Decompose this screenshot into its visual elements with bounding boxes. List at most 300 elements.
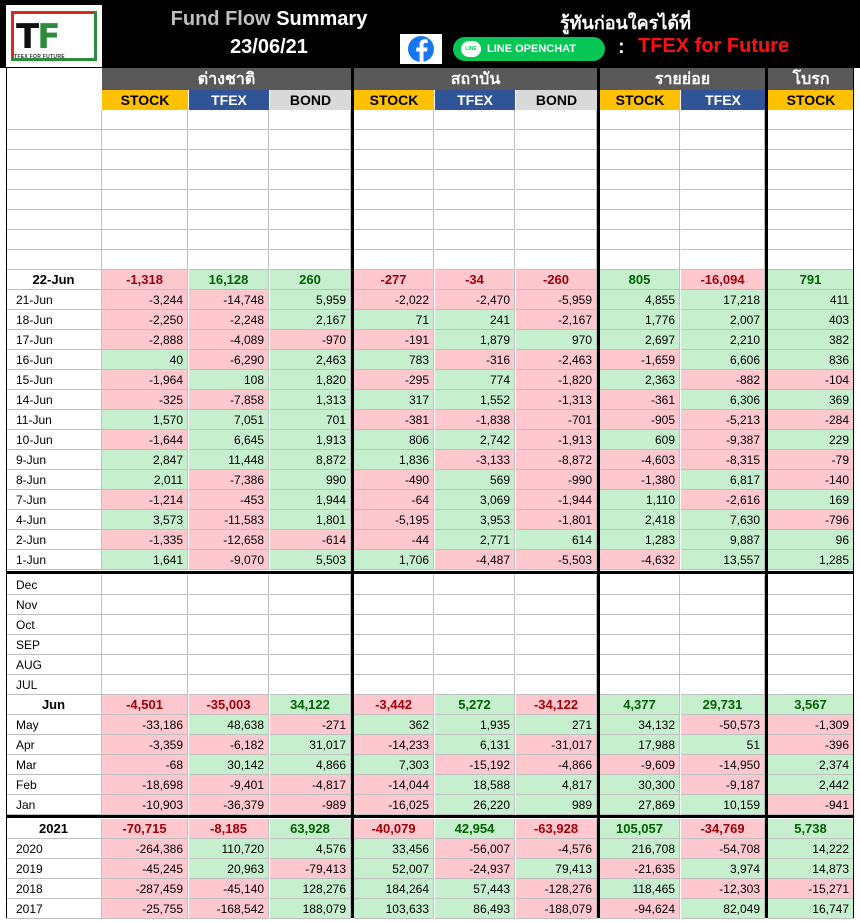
year-row-label: 2020	[6, 839, 102, 859]
daily-empty-row-cell	[270, 190, 351, 210]
month-summary-row-value: -4,501	[102, 695, 188, 715]
daily-row-value: 836	[768, 350, 854, 370]
month-row-value: 4,817	[516, 775, 597, 795]
year-row-value: 188,079	[270, 899, 351, 919]
daily-empty-row-cell	[681, 190, 765, 210]
daily-row-value: 2,167	[270, 310, 351, 330]
daily-empty-row-label	[6, 170, 102, 190]
daily-empty-row-cell	[102, 150, 188, 170]
month-row-value: 27,869	[600, 795, 680, 815]
month-row-value: -6,182	[189, 735, 269, 755]
daily-row-value: -14,748	[189, 290, 269, 310]
daily-row-value: -2,250	[102, 310, 188, 330]
daily-empty-row-cell	[516, 170, 597, 190]
daily-row-label: 16-Jun	[6, 350, 102, 370]
daily-empty-row-cell	[681, 250, 765, 270]
month-empty-row-cell	[516, 655, 597, 675]
year-row-value: -15,271	[768, 879, 854, 899]
daily-row-value: 1,913	[270, 430, 351, 450]
right-border	[853, 68, 854, 918]
daily-row-value: 8,872	[270, 450, 351, 470]
daily-row-label: 7-Jun	[6, 490, 102, 510]
daily-row-label: 9-Jun	[6, 450, 102, 470]
daily-summary-row-value: -34	[435, 270, 515, 290]
daily-row-value: 317	[354, 390, 434, 410]
month-empty-row-cell	[435, 595, 515, 615]
month-summary-row-value: 29,731	[681, 695, 765, 715]
daily-empty-row-cell	[435, 230, 515, 250]
daily-row-value: 614	[516, 530, 597, 550]
month-row-label: Apr	[6, 735, 102, 755]
daily-empty-row-cell	[102, 130, 188, 150]
month-row-value: -68	[102, 755, 188, 775]
daily-row-value: -64	[354, 490, 434, 510]
daily-row-value: -453	[189, 490, 269, 510]
month-row-value: 271	[516, 715, 597, 735]
daily-empty-row-cell	[681, 230, 765, 250]
year-summary-row-value: 105,057	[600, 819, 680, 839]
daily-row-value: -4,089	[189, 330, 269, 350]
month-empty-row-cell	[516, 575, 597, 595]
daily-summary-row-value: 791	[768, 270, 854, 290]
daily-row-value: -1,913	[516, 430, 597, 450]
subheader-stock-3: STOCK	[354, 90, 434, 110]
month-empty-row-cell	[768, 615, 854, 635]
year-summary-row-value: 42,954	[435, 819, 515, 839]
daily-row-value: 2,363	[600, 370, 680, 390]
daily-row-value: 2,007	[681, 310, 765, 330]
month-empty-row-cell	[270, 575, 351, 595]
month-empty-row-cell	[768, 575, 854, 595]
daily-empty-row-cell	[768, 210, 854, 230]
month-empty-row-label: Oct	[6, 615, 102, 635]
month-empty-row-cell	[354, 635, 434, 655]
daily-row-value: -4,632	[600, 550, 680, 570]
year-summary-row-value: 5,738	[768, 819, 854, 839]
daily-row-value: 1,283	[600, 530, 680, 550]
year-row-value: 52,007	[354, 859, 434, 879]
year-row-value: 33,456	[354, 839, 434, 859]
year-row-value: -56,007	[435, 839, 515, 859]
daily-row-value: 4,855	[600, 290, 680, 310]
daily-empty-row-label	[6, 210, 102, 230]
month-summary-row-label: Jun	[6, 695, 102, 715]
daily-row-value: 569	[435, 470, 515, 490]
month-row-value: 18,588	[435, 775, 515, 795]
month-empty-row-cell	[270, 675, 351, 695]
month-row-value: -9,609	[600, 755, 680, 775]
daily-empty-row-cell	[600, 250, 680, 270]
month-row-label: Feb	[6, 775, 102, 795]
year-row-value: 3,974	[681, 859, 765, 879]
tagline: รู้ทันก่อนใครได้ที่	[560, 13, 691, 34]
month-empty-row-cell	[102, 595, 188, 615]
daily-empty-row-cell	[600, 150, 680, 170]
month-row-value: 30,300	[600, 775, 680, 795]
daily-row-value: -990	[516, 470, 597, 490]
month-row-value: 10,159	[681, 795, 765, 815]
daily-empty-row-cell	[435, 250, 515, 270]
month-empty-row-cell	[189, 675, 269, 695]
daily-row-value: 2,418	[600, 510, 680, 530]
year-row-value: 128,276	[270, 879, 351, 899]
daily-empty-row-cell	[270, 250, 351, 270]
year-row-value: 110,720	[189, 839, 269, 859]
daily-row-value: 1,879	[435, 330, 515, 350]
daily-row-value: -381	[354, 410, 434, 430]
daily-summary-row-value: 260	[270, 270, 351, 290]
daily-row-label: 11-Jun	[6, 410, 102, 430]
group-foreign: ต่างชาติ	[102, 68, 351, 90]
daily-row-label: 21-Jun	[6, 290, 102, 310]
daily-row-value: -9,387	[681, 430, 765, 450]
year-row-value: -25,755	[102, 899, 188, 919]
daily-row-value: -1,313	[516, 390, 597, 410]
month-row-value: 4,866	[270, 755, 351, 775]
daily-summary-row-value: -16,094	[681, 270, 765, 290]
daily-row-value: 7,051	[189, 410, 269, 430]
daily-row-value: 5,503	[270, 550, 351, 570]
daily-row-value: -1,644	[102, 430, 188, 450]
month-row-value: -10,903	[102, 795, 188, 815]
daily-row-value: 241	[435, 310, 515, 330]
daily-row-value: -5,503	[516, 550, 597, 570]
section-divider	[6, 571, 854, 574]
month-empty-row-cell	[354, 675, 434, 695]
daily-empty-row-cell	[768, 130, 854, 150]
daily-empty-row-cell	[681, 170, 765, 190]
daily-row-value: 403	[768, 310, 854, 330]
daily-row-value: 108	[189, 370, 269, 390]
subheader-tfex-4: TFEX	[435, 90, 515, 110]
subheader-bond-5: BOND	[516, 90, 597, 110]
month-row-value: 51	[681, 735, 765, 755]
daily-empty-row-cell	[600, 130, 680, 150]
month-empty-row-cell	[516, 675, 597, 695]
daily-row-label: 10-Jun	[6, 430, 102, 450]
daily-row-value: -882	[681, 370, 765, 390]
daily-row-value: -701	[516, 410, 597, 430]
month-empty-row-cell	[600, 595, 680, 615]
daily-row-value: -3,133	[435, 450, 515, 470]
daily-row-value: 7,630	[681, 510, 765, 530]
month-empty-row-cell	[354, 615, 434, 635]
daily-row-value: 3,953	[435, 510, 515, 530]
daily-row-value: -4,487	[435, 550, 515, 570]
year-row-value: 216,708	[600, 839, 680, 859]
month-empty-row-cell	[435, 655, 515, 675]
daily-empty-row-label	[6, 190, 102, 210]
daily-row-value: 6,645	[189, 430, 269, 450]
month-row-value: -15,192	[435, 755, 515, 775]
group-broker: โบรก	[768, 68, 854, 90]
daily-row-value: 2,847	[102, 450, 188, 470]
daily-empty-row-cell	[435, 110, 515, 130]
month-empty-row-cell	[270, 635, 351, 655]
month-empty-row-label: Nov	[6, 595, 102, 615]
logo-f: F	[37, 17, 59, 57]
daily-row-value: -1,820	[516, 370, 597, 390]
month-row-value: -3,359	[102, 735, 188, 755]
daily-row-value: 11,448	[189, 450, 269, 470]
month-empty-row-label: SEP	[6, 635, 102, 655]
month-empty-row-cell	[189, 615, 269, 635]
daily-row-value: 774	[435, 370, 515, 390]
daily-empty-row-cell	[768, 110, 854, 130]
daily-row-value: -8,872	[516, 450, 597, 470]
month-row-label: May	[6, 715, 102, 735]
daily-row-value: -325	[102, 390, 188, 410]
daily-empty-row-cell	[600, 110, 680, 130]
month-row-value: -1,309	[768, 715, 854, 735]
month-row-value: 31,017	[270, 735, 351, 755]
month-row-value: -4,817	[270, 775, 351, 795]
daily-row-value: 1,570	[102, 410, 188, 430]
daily-empty-row-cell	[600, 170, 680, 190]
daily-empty-row-cell	[435, 190, 515, 210]
month-empty-row-cell	[270, 595, 351, 615]
subheader-stock-6: STOCK	[600, 90, 680, 110]
title-left: Fund Flow	[170, 8, 271, 30]
daily-empty-row-cell	[270, 150, 351, 170]
daily-summary-row-value: 16,128	[189, 270, 269, 290]
daily-row-value: -2,463	[516, 350, 597, 370]
daily-empty-row-cell	[516, 130, 597, 150]
daily-row-value: 2,771	[435, 530, 515, 550]
month-row-value: -33,186	[102, 715, 188, 735]
group-divider	[351, 68, 354, 918]
daily-empty-row-cell	[516, 150, 597, 170]
month-row-value: 30,142	[189, 755, 269, 775]
month-summary-row-value: -34,122	[516, 695, 597, 715]
year-summary-row-value: -40,079	[354, 819, 434, 839]
group-institution: สถาบัน	[354, 68, 597, 90]
daily-row-value: -7,386	[189, 470, 269, 490]
month-empty-row-cell	[681, 595, 765, 615]
month-empty-row-cell	[102, 655, 188, 675]
daily-empty-row-cell	[354, 150, 434, 170]
daily-row-value: 1,313	[270, 390, 351, 410]
month-empty-row-cell	[600, 675, 680, 695]
month-empty-row-cell	[270, 615, 351, 635]
year-summary-row-label: 2021	[6, 819, 102, 839]
daily-empty-row-cell	[189, 130, 269, 150]
subheader-bond-2: BOND	[270, 90, 351, 110]
month-empty-row-cell	[681, 615, 765, 635]
daily-summary-row-value: 805	[600, 270, 680, 290]
daily-row-value: -11,583	[189, 510, 269, 530]
daily-empty-row-cell	[354, 130, 434, 150]
month-row-value: 2,442	[768, 775, 854, 795]
daily-empty-row-cell	[189, 150, 269, 170]
month-empty-row-cell	[435, 675, 515, 695]
daily-row-value: -2,888	[102, 330, 188, 350]
daily-empty-row-cell	[516, 110, 597, 130]
daily-row-label: 14-Jun	[6, 390, 102, 410]
daily-row-value: -5,959	[516, 290, 597, 310]
daily-row-value: 1,641	[102, 550, 188, 570]
daily-row-value: 382	[768, 330, 854, 350]
daily-empty-row-cell	[189, 230, 269, 250]
daily-row-value: -295	[354, 370, 434, 390]
left-border	[6, 68, 7, 918]
daily-row-value: -140	[768, 470, 854, 490]
daily-empty-row-cell	[102, 170, 188, 190]
month-row-value: 2,374	[768, 755, 854, 775]
month-row-value: -9,401	[189, 775, 269, 795]
daily-empty-row-cell	[768, 150, 854, 170]
daily-row-label: 8-Jun	[6, 470, 102, 490]
daily-empty-row-label	[6, 250, 102, 270]
daily-summary-row-value: -260	[516, 270, 597, 290]
year-row-value: -24,937	[435, 859, 515, 879]
year-row-value: -94,624	[600, 899, 680, 919]
daily-row-value: -361	[600, 390, 680, 410]
daily-empty-row-cell	[270, 110, 351, 130]
year-row-value: -287,459	[102, 879, 188, 899]
daily-empty-row-cell	[516, 230, 597, 250]
daily-row-value: -284	[768, 410, 854, 430]
month-row-value: -4,866	[516, 755, 597, 775]
year-row-value: -168,542	[189, 899, 269, 919]
month-empty-row-label: JUL	[6, 675, 102, 695]
month-empty-row-label: Dec	[6, 575, 102, 595]
daily-row-value: 806	[354, 430, 434, 450]
daily-empty-row-cell	[600, 210, 680, 230]
year-row-value: 79,413	[516, 859, 597, 879]
daily-row-value: 9,887	[681, 530, 765, 550]
year-row-value: -79,413	[270, 859, 351, 879]
daily-empty-row-cell	[768, 170, 854, 190]
daily-empty-row-cell	[768, 230, 854, 250]
daily-row-value: 17,218	[681, 290, 765, 310]
daily-empty-row-cell	[354, 210, 434, 230]
month-summary-row-value: 34,122	[270, 695, 351, 715]
daily-row-value: 970	[516, 330, 597, 350]
daily-row-value: 2,697	[600, 330, 680, 350]
month-empty-row-cell	[270, 655, 351, 675]
daily-empty-row-cell	[681, 210, 765, 230]
daily-row-value: -1,659	[600, 350, 680, 370]
daily-row-value: -6,290	[189, 350, 269, 370]
year-row-value: -45,245	[102, 859, 188, 879]
daily-row-value: -970	[270, 330, 351, 350]
daily-row-value: 40	[102, 350, 188, 370]
month-empty-row-label: AUG	[6, 655, 102, 675]
month-empty-row-cell	[102, 675, 188, 695]
month-empty-row-cell	[354, 655, 434, 675]
year-row-label: 2017	[6, 899, 102, 919]
month-row-value: -14,950	[681, 755, 765, 775]
year-summary-row-value: -8,185	[189, 819, 269, 839]
daily-row-value: -1,214	[102, 490, 188, 510]
year-row-value: 14,222	[768, 839, 854, 859]
daily-row-value: -3,244	[102, 290, 188, 310]
daily-row-label: 18-Jun	[6, 310, 102, 330]
daily-row-value: 6,817	[681, 470, 765, 490]
month-empty-row-cell	[516, 595, 597, 615]
month-row-label: Mar	[6, 755, 102, 775]
daily-empty-row-label	[6, 130, 102, 150]
year-row-label: 2019	[6, 859, 102, 879]
daily-empty-row-cell	[681, 150, 765, 170]
month-empty-row-cell	[681, 575, 765, 595]
month-empty-row-cell	[768, 635, 854, 655]
daily-row-value: -316	[435, 350, 515, 370]
month-summary-row-value: 5,272	[435, 695, 515, 715]
daily-empty-row-cell	[102, 230, 188, 250]
year-row-value: 86,493	[435, 899, 515, 919]
month-empty-row-cell	[102, 575, 188, 595]
daily-row-value: -2,248	[189, 310, 269, 330]
month-empty-row-cell	[189, 575, 269, 595]
month-summary-row-value: -35,003	[189, 695, 269, 715]
daily-empty-row-cell	[354, 170, 434, 190]
daily-empty-row-cell	[270, 170, 351, 190]
daily-row-value: 1,801	[270, 510, 351, 530]
daily-row-value: 5,959	[270, 290, 351, 310]
month-summary-row-value: 3,567	[768, 695, 854, 715]
logo-t: T	[16, 17, 38, 57]
daily-row-value: -490	[354, 470, 434, 490]
month-summary-row-value: 4,377	[600, 695, 680, 715]
daily-row-value: 229	[768, 430, 854, 450]
daily-row-value: -104	[768, 370, 854, 390]
year-row-value: 118,465	[600, 879, 680, 899]
daily-row-value: -12,658	[189, 530, 269, 550]
year-row-value: 14,873	[768, 859, 854, 879]
daily-row-value: 1,706	[354, 550, 434, 570]
month-row-value: -271	[270, 715, 351, 735]
daily-empty-row-cell	[600, 190, 680, 210]
month-empty-row-cell	[768, 675, 854, 695]
month-empty-row-cell	[102, 635, 188, 655]
daily-row-value: -1,964	[102, 370, 188, 390]
daily-empty-row-cell	[189, 170, 269, 190]
month-empty-row-cell	[189, 595, 269, 615]
daily-row-value: 609	[600, 430, 680, 450]
line-icon: LINE	[461, 41, 481, 57]
month-empty-row-cell	[435, 635, 515, 655]
month-row-value: 1,935	[435, 715, 515, 735]
month-empty-row-cell	[600, 655, 680, 675]
year-row-value: -54,708	[681, 839, 765, 859]
group-retail: รายย่อย	[600, 68, 765, 90]
daily-empty-row-cell	[681, 130, 765, 150]
year-row-value: 57,443	[435, 879, 515, 899]
daily-row-value: -8,315	[681, 450, 765, 470]
daily-row-label: 2-Jun	[6, 530, 102, 550]
daily-summary-row-label: 22-Jun	[6, 270, 102, 290]
month-row-value: -31,017	[516, 735, 597, 755]
daily-row-value: 1,820	[270, 370, 351, 390]
month-row-value: -941	[768, 795, 854, 815]
daily-empty-row-label	[6, 230, 102, 250]
daily-empty-row-cell	[516, 250, 597, 270]
subheader-stock-0: STOCK	[102, 90, 188, 110]
month-empty-row-cell	[681, 655, 765, 675]
month-empty-row-cell	[600, 575, 680, 595]
month-empty-row-cell	[189, 635, 269, 655]
daily-empty-row-cell	[768, 250, 854, 270]
month-empty-row-cell	[600, 615, 680, 635]
month-empty-row-cell	[768, 655, 854, 675]
year-row-value: 103,633	[354, 899, 434, 919]
daily-empty-row-cell	[189, 190, 269, 210]
month-row-value: -18,698	[102, 775, 188, 795]
year-summary-row-value: -70,715	[102, 819, 188, 839]
year-row-value: 20,963	[189, 859, 269, 879]
